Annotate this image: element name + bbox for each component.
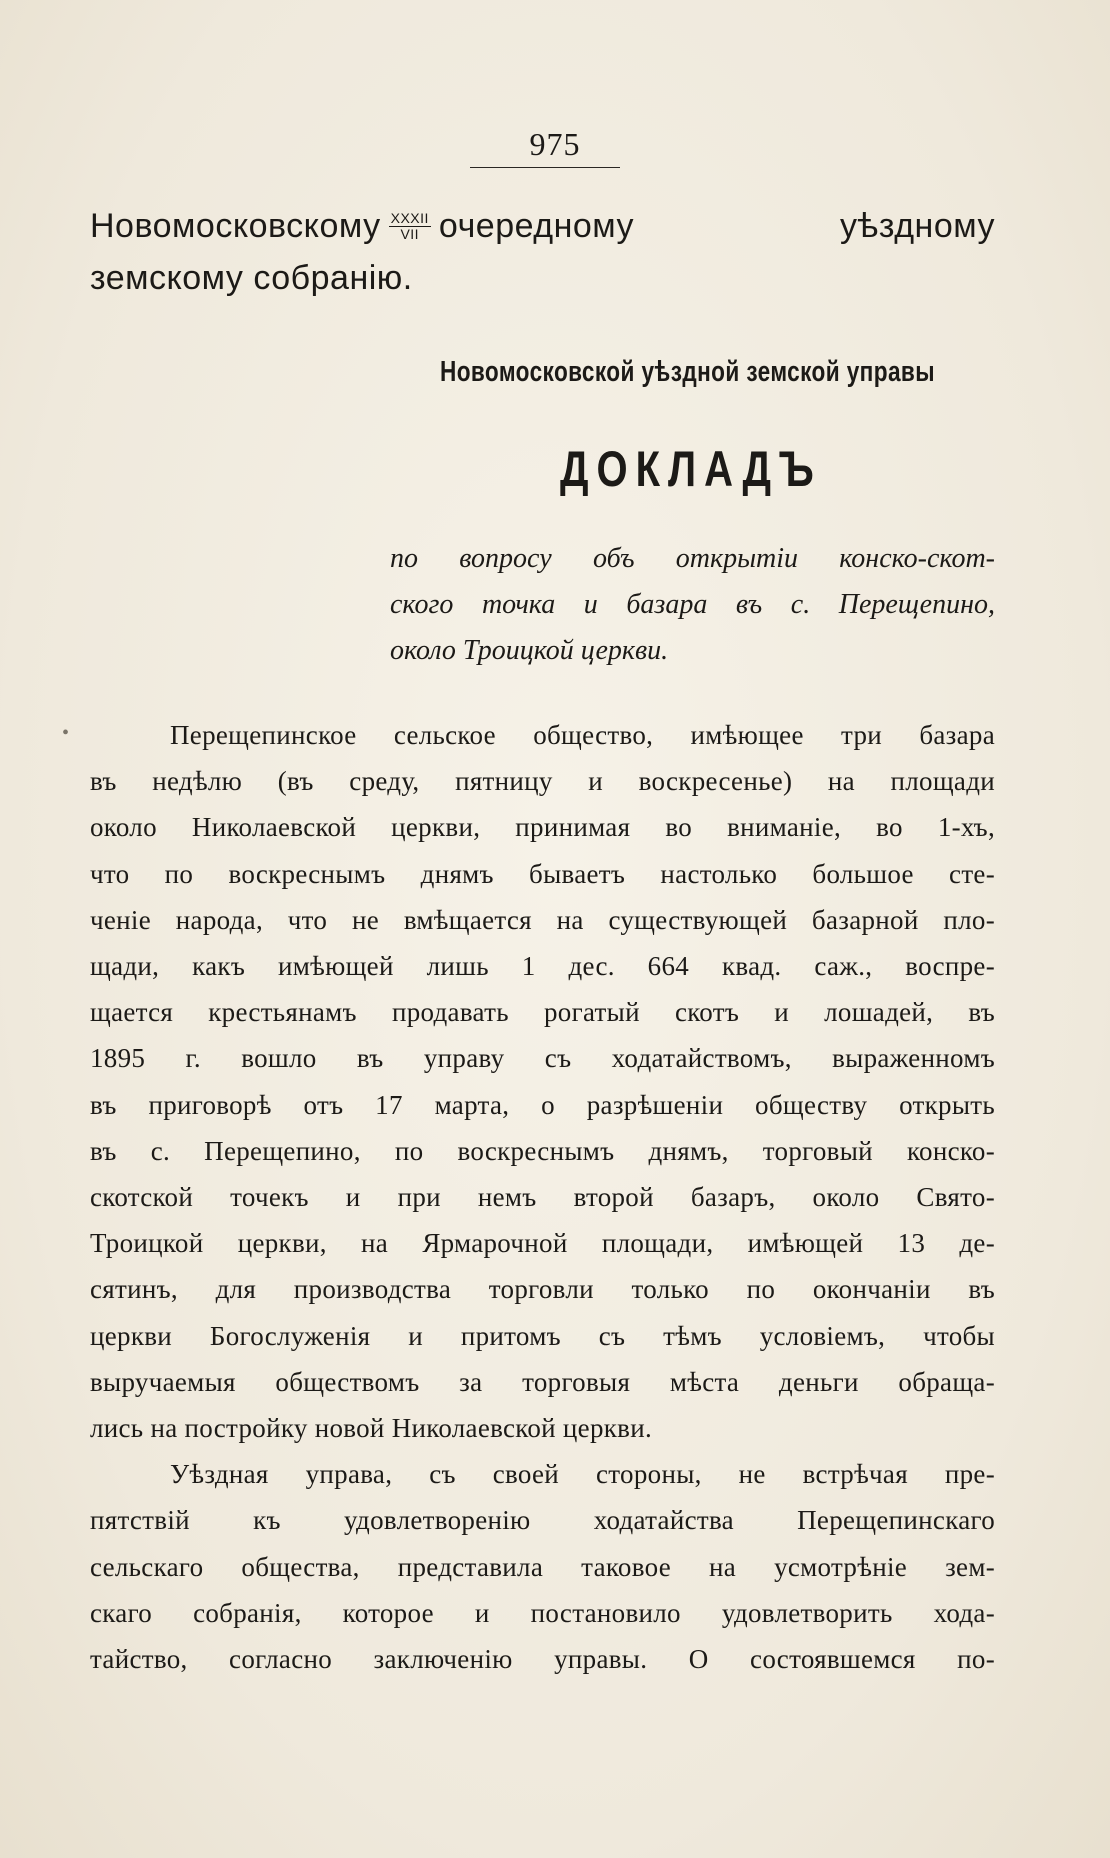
- body-text: [90, 712, 995, 1682]
- paragraph-2-line: сельскаго общества, представила таковое на усмотрѣніе зем-: [90, 1551, 995, 1582]
- paragraph-1-line: выручаемыя обществомъ за торговыя мѣста деньги обраща-: [90, 1366, 995, 1397]
- address-line-1: [90, 200, 995, 252]
- paragraph-2-line: скаго собранія, которое и постановило удовлетворить хода-: [90, 1597, 995, 1628]
- paragraph-2-line: Уѣздная управа, съ своей стороны, не встрѣчая пре-: [170, 1459, 995, 1490]
- paragraph-1-line: церкви Богослуженія и притомъ съ тѣмъ условіемъ, чтобы: [90, 1320, 995, 1351]
- paragraph-1-line: въ недѣлю (въ среду, пятницу и воскресенье) на площади: [90, 766, 995, 797]
- fraction-bottom: VII: [400, 225, 420, 242]
- session-fraction: [389, 211, 431, 242]
- address-recipient: Новомосковскому: [90, 207, 381, 245]
- paragraph-1-line: Троицкой церкви, на Ярмарочной площади, имѣющей 13 де-: [90, 1228, 995, 1259]
- address-session: очередному: [438, 207, 635, 245]
- paragraph-1-line: около Николаевской церкви, принимая во вниманіе, во 1-хъ,: [90, 812, 995, 843]
- paragraph-1-line: щается крестьянамъ продавать рогатый скотъ и лошадей, въ: [90, 997, 995, 1028]
- subject-line: по вопросу объ открытіи конско-скот-: [390, 543, 995, 574]
- fraction-top: XXXII: [390, 209, 429, 226]
- document-title: ДОКЛАДЪ: [560, 441, 822, 497]
- paragraph-1-line: ченіе народа, что не вмѣщается на существующей базарной пло-: [90, 904, 995, 935]
- paragraph-1-line: 1895 г. вошло въ управу съ ходатайствомъ, выраженномъ: [90, 1043, 995, 1074]
- subject-line: ского точка и базара въ с. Перещепино,: [390, 589, 995, 620]
- page-number-rule: [470, 167, 620, 168]
- subject-line: около Троицкой церкви.: [390, 635, 669, 666]
- paragraph-1-line: въ с. Перещепино, по воскреснымъ днямъ, торговый конско-: [90, 1135, 995, 1166]
- address-line-2: земскому собранію.: [90, 259, 413, 297]
- margin-speck: •: [62, 722, 70, 744]
- address-block: [90, 200, 995, 304]
- paragraph-1-line: что по воскреснымъ днямъ бываетъ настолько большое сте-: [90, 858, 995, 889]
- paragraph-2-line: тайство, согласно заключенію управы. О состоявшемся по-: [90, 1644, 995, 1675]
- page-number: 975: [529, 126, 581, 162]
- paragraph-1-line: щади, какъ имѣющей лишь 1 дес. 664 квад. саж., воспре-: [90, 951, 995, 982]
- paragraph-1-line: лись на постройку новой Николаевской церкви.: [90, 1413, 653, 1444]
- paragraph-2-line: пятствій къ удовлетворенію ходатайства Перещепинскаго: [90, 1505, 995, 1536]
- paragraph-1-line: сятинъ, для производства торговли только по окончаніи въ: [90, 1274, 995, 1305]
- subject-block: [390, 536, 995, 674]
- board-heading: Новомосковской уѣздной земской управы: [440, 356, 935, 388]
- paragraph-1-line: въ приговорѣ отъ 17 марта, о разрѣшеніи обществу открыть: [90, 1089, 995, 1120]
- paragraph-1-line: Перещепинское сельское общество, имѣющее три базара: [170, 720, 995, 750]
- address-district: уѣздному: [840, 207, 995, 245]
- paragraph-1-line: скотской точекъ и при немъ второй базаръ, около Свято-: [90, 1182, 995, 1213]
